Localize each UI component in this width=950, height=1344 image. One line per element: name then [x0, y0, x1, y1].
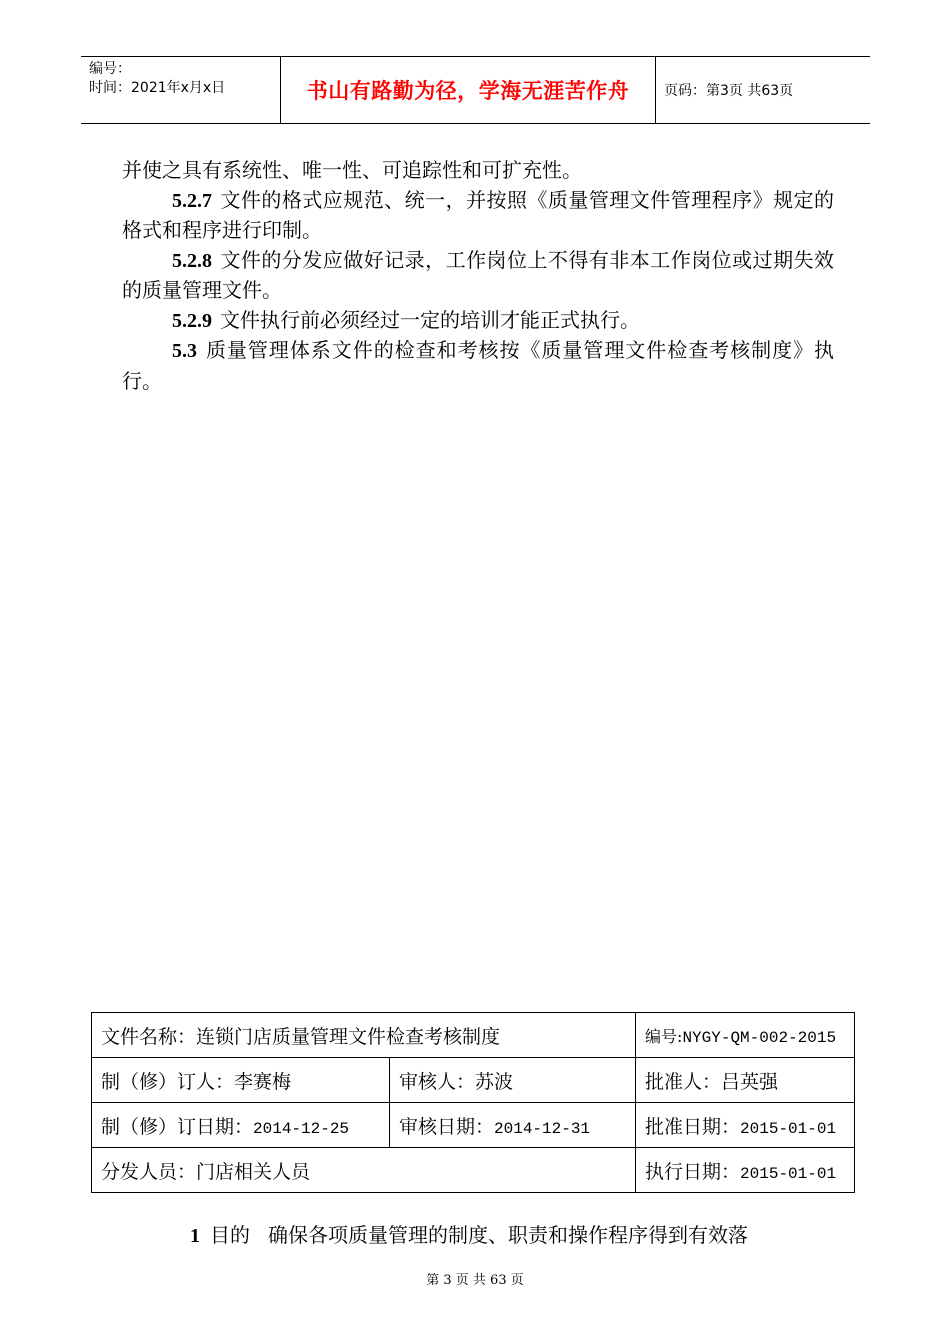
- header-page-info: 页码：第3页 共63页: [664, 83, 794, 99]
- header-meta: [81, 57, 281, 123]
- paragraph: 5.3 质量管理体系文件的检查和考核按《质量管理文件检查考核制度》执行。: [122, 338, 834, 393]
- header-motto: 书山有路勤为径，学海无涯苦作舟: [281, 57, 656, 123]
- approve-date-cell: 批准日期：2015-01-01: [636, 1103, 855, 1148]
- paragraph: 5.2.9 文件执行前必须经过一定的培训才能正式执行。: [172, 307, 640, 332]
- code-cell: 编号:NYGY-QM-002-2015: [636, 1013, 855, 1058]
- author-date-cell: 制（修）订日期：2014-12-25: [92, 1103, 390, 1148]
- time-label: 时间：2021年x月x日: [89, 80, 226, 96]
- paragraph: 并使之具有系统性、唯一性、可追踪性和可扩充性。: [122, 158, 582, 182]
- paragraph: 5.2.7 文件的格式应规范、统一，并按照《质量管理文件管理程序》规定的格式和程序进行印制。: [122, 187, 834, 242]
- clause-number: 5.3: [172, 340, 197, 362]
- distribution-cell: 分发人员：门店相关人员: [92, 1148, 636, 1193]
- reviewer-cell: 审核人：苏波: [390, 1058, 636, 1103]
- clause-number: 5.2.8: [172, 249, 212, 272]
- exec-date-cell: 执行日期：2015-01-01: [636, 1148, 855, 1193]
- page-header: [81, 56, 870, 124]
- review-date-cell: 审核日期：2014-12-31: [390, 1103, 636, 1148]
- section-text: 确保各项质量管理的制度、职责和操作程序得到有效落: [268, 1223, 748, 1247]
- paragraph: 5.2.8 文件的分发应做好记录，工作岗位上不得有非本工作岗位或过期失效的质量管理文件。: [122, 247, 834, 302]
- number-label: 编号：: [89, 61, 131, 77]
- clause-number: 5.2.7: [172, 189, 212, 212]
- section-purpose: [190, 1219, 748, 1248]
- approver-cell: 批准人：吕英强: [636, 1058, 855, 1103]
- body-text: [122, 156, 834, 396]
- section-title: 目的: [210, 1223, 250, 1247]
- file-name-cell: 文件名称：连锁门店质量管理文件检查考核制度: [92, 1013, 636, 1058]
- document-info-table: [91, 1012, 855, 1193]
- page-footer: 第 3 页 共 63 页: [426, 1273, 524, 1288]
- author-cell: 制（修）订人：李赛梅: [92, 1058, 390, 1103]
- clause-number: 5.2.9: [172, 309, 212, 332]
- section-number: 1: [190, 1225, 200, 1247]
